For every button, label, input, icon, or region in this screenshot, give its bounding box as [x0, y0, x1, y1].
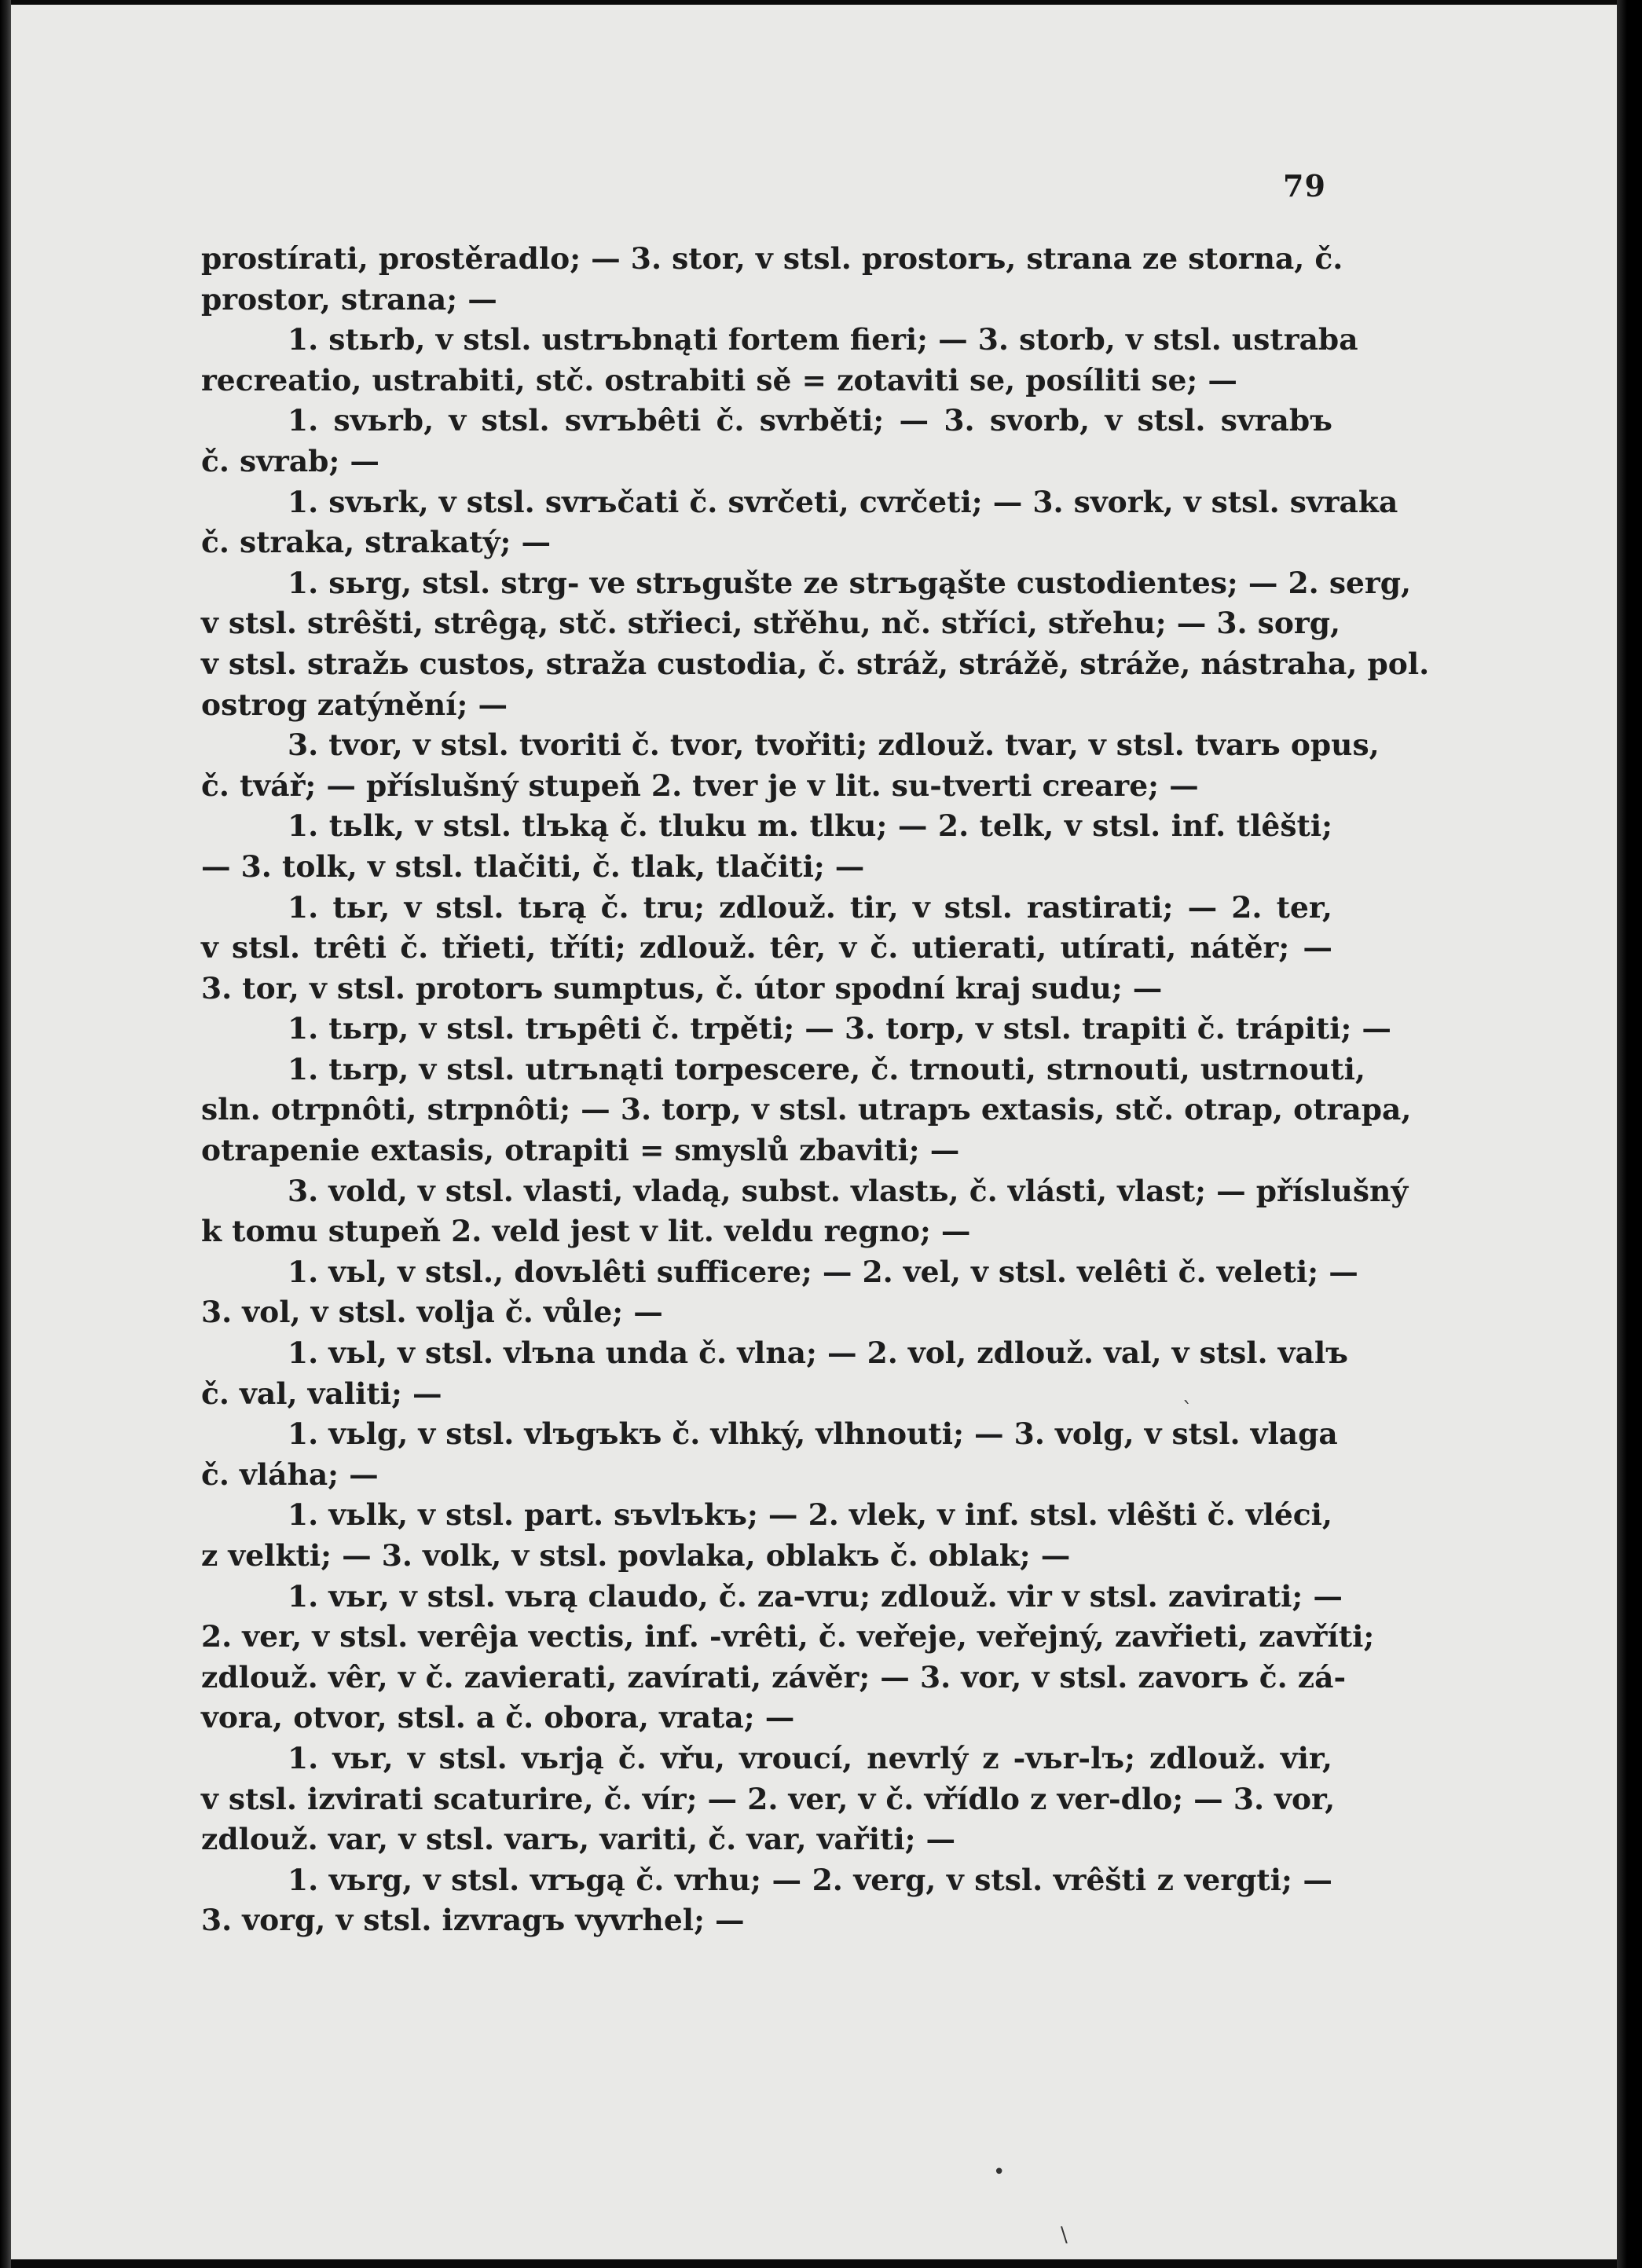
scan-speck: \ [1061, 2223, 1068, 2247]
text-line: k tomu stupeň 2. veld jest v lit. veldu regno; — [201, 1214, 971, 1249]
text-line: č. svrab; — [201, 443, 379, 478]
text-line: 3. tvor, v stsl. tvoriti č. tvor, tvořiti; zdlouž. tvar, v stsl. tvarь opus, [288, 727, 1380, 763]
text-line: — 3. tolk, v stsl. tlačiti, č. tlak, tlačiti; — [201, 848, 865, 884]
text-line: 1. tьrp, v stsl. utrъnąti torpescere, č. trnouti, strnouti, ustrnouti, [288, 1051, 1365, 1086]
text-line: 1. vьrg, v stsl. vrъgą č. vrhu; — 2. verg, v stsl. vrêšti z vergti; — [288, 1862, 1332, 1897]
scan-speck: • [993, 2160, 1006, 2184]
text-line: 1. vьl, v stsl. vlъna unda č. vlna; — 2. vol, zdlouž. val, v stsl. valъ [288, 1336, 1348, 1371]
text-line: v stsl. stražь custos, straža custodia, č. stráž, strážě, stráže, nástraha, pol. [201, 646, 1430, 681]
text-line: zdlouž. var, v stsl. varъ, variti, č. var, vařiti; — [201, 1822, 956, 1857]
text-line: ostrog zatýnění; — [201, 687, 508, 722]
text-line: prostírati, prostěradlo; — 3. stor, v stsl. prostorъ, strana ze storna, č. [201, 241, 1343, 276]
text-line: 1. vьlk, v stsl. part. sъvlъkъ; — 2. vlek, v inf. stsl. vlêšti č. vléci, [288, 1497, 1332, 1533]
body-text [201, 239, 1430, 1941]
text-line: 3. vol, v stsl. volja č. vůle; — [201, 1295, 663, 1330]
text-line: 1. tьlk, v stsl. tlъką č. tluku m. tlku; — 2. telk, v stsl. inf. tlêšti; [288, 808, 1332, 844]
text-line: vora, otvor, stsl. a č. obora, vrata; — [201, 1700, 795, 1735]
text-line: č. tvář; — příslušný stupeň 2. tver je v lit. su-tverti creare; — [201, 768, 1199, 803]
text-line: 1. vьl, v stsl., dovьlêti sufficere; — 2. vel, v stsl. velêti č. veleti; — [288, 1254, 1358, 1289]
text-line: 1. vьr, v stsl. vьrją č. vřu, vroucí, nevrlý z -vьr-lъ; zdlouž. vir, [288, 1740, 1332, 1775]
text-line: 1. vьlg, v stsl. vlъgъkъ č. vlhký, vlhnouti; — 3. volg, v stsl. vlaga [288, 1416, 1338, 1452]
text-line: v stsl. strêšti, strêgą, stč. střieci, střěhu, nč. stříci, střehu; — 3. sorg, [201, 606, 1341, 641]
text-line: č. straka, strakatý; — [201, 525, 552, 560]
text-line: sln. otrpnôti, strpnôti; — 3. torp, v stsl. utrapъ extasis, stč. otrap, otrapa, [201, 1092, 1412, 1127]
text-line: zdlouž. vêr, v č. zavierati, zavírati, závěr; — 3. vor, v stsl. zavorъ č. zá- [201, 1659, 1347, 1695]
text-line: v stsl. trêti č. třieti, tříti; zdlouž. têr, v č. utierati, utírati, nátěr; — [201, 930, 1332, 965]
scan-speck: ˋ [1182, 1398, 1193, 1422]
scan-right-edge [1617, 0, 1642, 2268]
text-line: 1. tьr, v stsl. tьrą č. tru; zdlouž. tir, v stsl. rastirati; — 2. ter, [288, 889, 1332, 925]
text-line: prostor, strana; — [201, 281, 497, 317]
text-line: otrapenie extasis, otrapiti = smyslů zbaviti; — [201, 1133, 960, 1168]
text-line: z velkti; — 3. volk, v stsl. povlaka, oblakъ č. oblak; — [201, 1538, 1071, 1573]
text-line: č. vláha; — [201, 1456, 379, 1492]
scan-left-edge [0, 0, 11, 2268]
text-line: 3. vold, v stsl. vlasti, vladą, subst. vlastь, č. vlásti, vlast; — příslušný [288, 1173, 1409, 1208]
text-line: 2. ver, v stsl. verêja vectis, inf. -vrêti, č. veřeje, veřejný, zavřieti, zavříti; [201, 1619, 1375, 1654]
text-line: č. val, valiti; — [201, 1376, 442, 1411]
text-line: 3. vorg, v stsl. izvragъ vyvrhel; — [201, 1903, 745, 1938]
text-line: recreatio, ustrabiti, stč. ostrabiti sě = zotaviti se, posíliti se; — [201, 362, 1237, 398]
text-line: 3. tor, v stsl. protorъ sumptus, č. útor spodní kraj sudu; — [201, 970, 1163, 1006]
text-line: 1. svьrb, v stsl. svrъbêti č. svrběti; — 3. svorb, v stsl. svrabъ [288, 403, 1332, 438]
text-line: 1. sьrg, stsl. strg- ve strьgušte ze strъgąšte custodientes; — 2. serg, [288, 565, 1412, 600]
text-line: 1. vьr, v stsl. vьrą claudo, č. za-vru; zdlouž. vir v stsl. zavirati; — [288, 1578, 1343, 1614]
text-line: 1. stьrb, v stsl. ustrъbnąti fortem fieri; — 3. storb, v stsl. ustraba [288, 322, 1358, 357]
text-line: 1. svьrk, v stsl. svrъčati č. svrčeti, cvrčeti; — 3. svork, v stsl. svraka [288, 484, 1398, 519]
page-number: 79 [1283, 168, 1326, 203]
text-line: v stsl. izvirati scaturire, č. vír; — 2. ver, v č. vřídlo z ver-dlo; — 3. vor, [201, 1781, 1336, 1816]
text-line: 1. tьrp, v stsl. trъpêti č. trpěti; — 3. torp, v stsl. trapiti č. trápiti; — [288, 1011, 1391, 1046]
